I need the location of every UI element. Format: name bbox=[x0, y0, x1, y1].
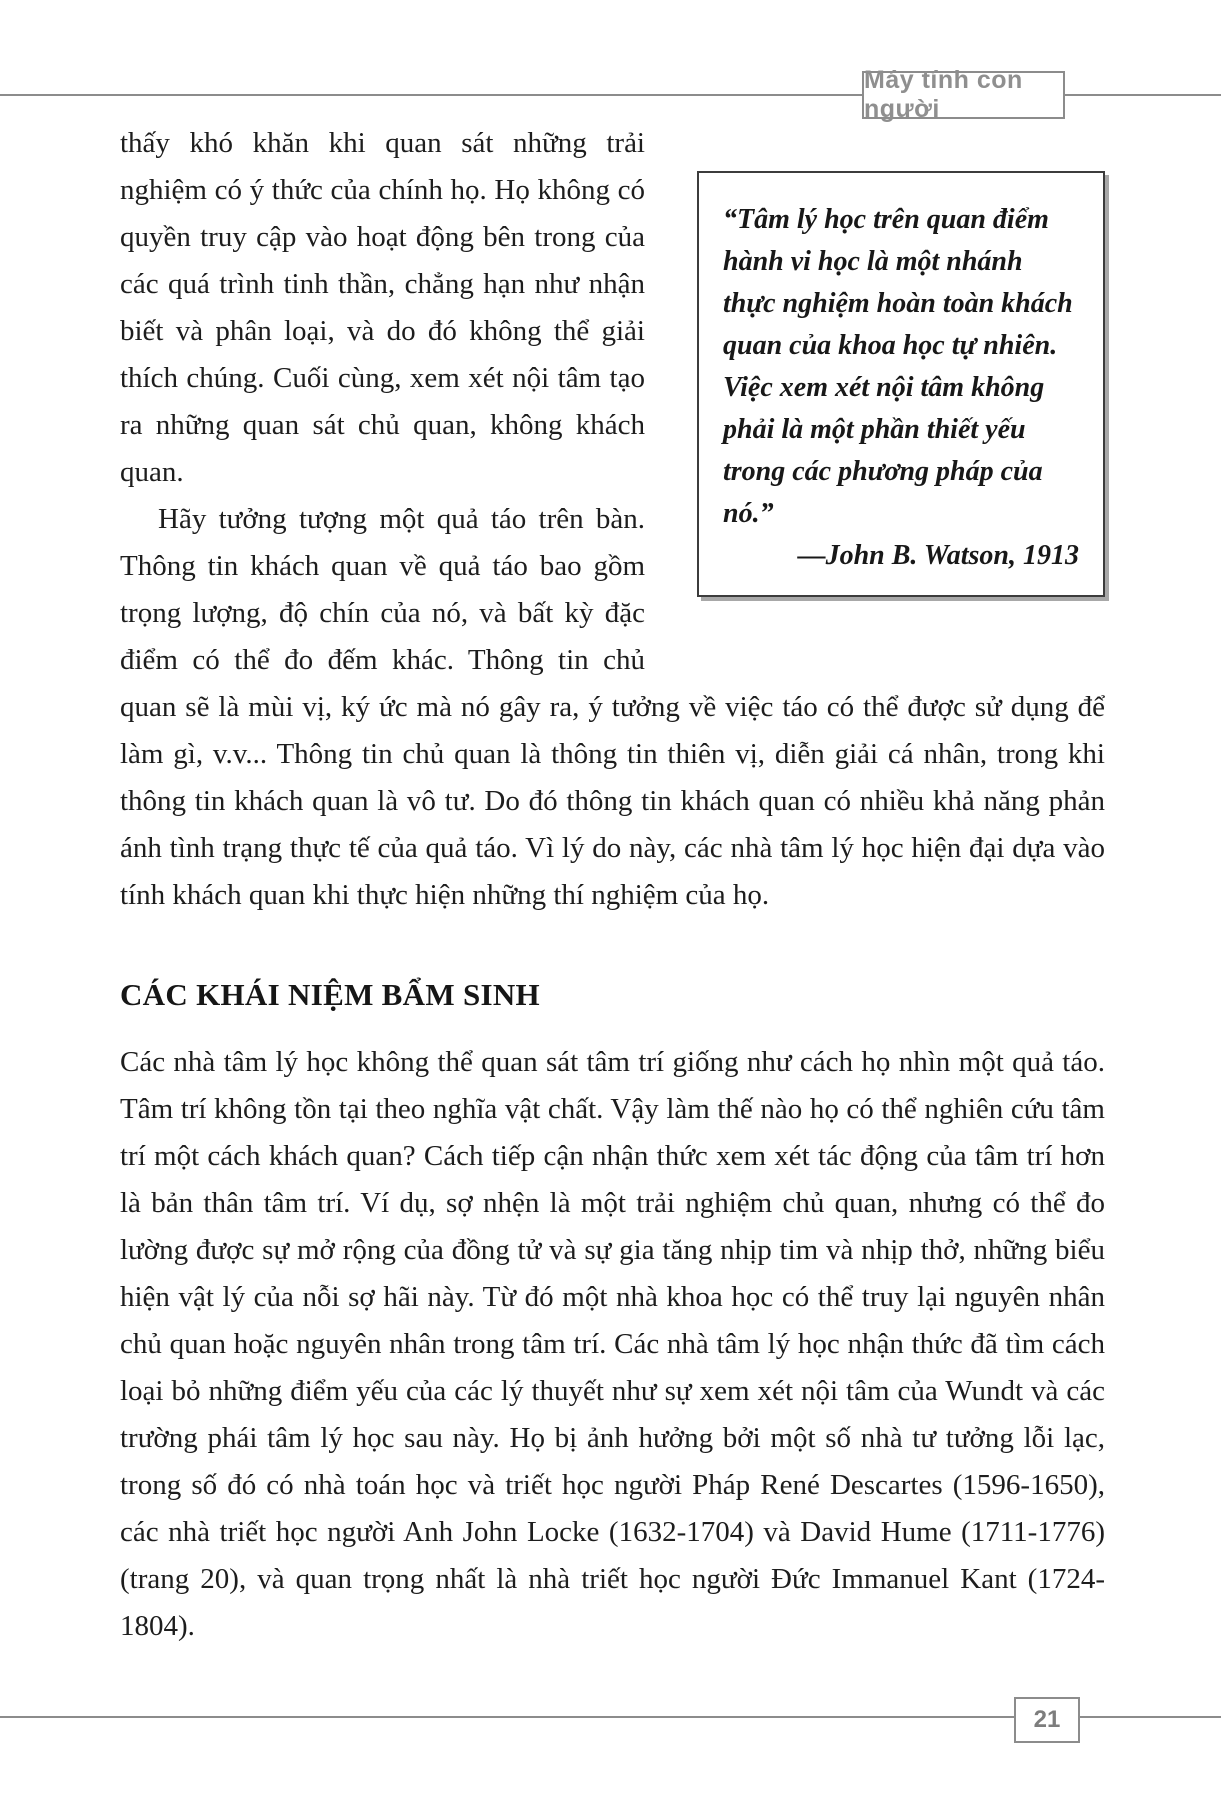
running-head-box bbox=[862, 66, 1065, 123]
body-paragraph-3: Các nhà tâm lý học không thể quan sát tâm trí giống như cách họ nhìn một quả táo. Tâm trí không tồn tại theo nghĩa vật chất. Vậy làm thế nào họ có thể nghiên cứu tâm trí một cách khách quan? Cách tiếp cận nhận thức xem xét tác động của tâm trí hơn là bản thân tâm trí. Ví dụ, sợ nhện là một trải nghiệm chủ quan, nhưng có thể đo lường được sự mở rộng của đồng tử và sự gia tăng nhịp tim và nhịp thở, những biểu hiện vật lý của nỗi sợ hãi này. Từ đó một nhà khoa học có thể truy lại nguyên nhân chủ quan hoặc nguyên nhân trong tâm trí. Các nhà tâm lý học nhận thức đã tìm cách loại bỏ những điểm yếu của các lý thuyết như sự xem xét nội tâm của Wundt và các trường phái tâm lý học sau này. Họ bị ảnh hưởng bởi một số nhà tư tưởng lỗi lạc, trong số đó có nhà toán học và triết học người Pháp René Descartes (1596-1650), các nhà triết học người Anh John Locke (1632-1704) và David Hume (1711-1776) (trang 20), và quan trọng nhất là nhà triết học người Đức Immanuel Kant (1724-1804). bbox=[120, 1046, 1105, 1642]
page-content bbox=[120, 120, 1105, 1650]
body-paragraph-2: Hãy tưởng tượng một quả táo trên bàn. Thông tin khách quan về quả táo bao gồm trọng lượng, độ chín của nó, và bất kỳ đặc điểm có thể đo đếm khác. Thông tin chủ quan sẽ là mùi vị, ký ức mà nó gây ra, ý tưởng về việc táo có thể được sử dụng để làm gì, v.v... Thông tin chủ quan là thông tin thiên vị, diễn giải cá nhân, trong khi thông tin khách quan là vô tư. Do đó thông tin khách quan có nhiều khả năng phản ánh tình trạng thực tế của quả táo. Vì lý do này, các nhà tâm lý học hiện đại dựa vào tính khách quan khi thực hiện những thí nghiệm của họ. bbox=[120, 503, 1105, 911]
pull-quote-attribution: —John B. Watson, 1913 bbox=[797, 540, 1079, 571]
section-heading: CÁC KHÁI NIỆM BẨM SINH bbox=[120, 977, 540, 1012]
page-number: 21 bbox=[1033, 1706, 1061, 1733]
running-head-label: Máy tính con người bbox=[864, 66, 1023, 123]
body-paragraph-1: thấy khó khăn khi quan sát những trải nghiệm có ý thức của chính họ. Họ không có quyền truy cập vào hoạt động bên trong của các quá trình tinh thần, chẳng hạn như nhận biết và phân loại, và do đó không thể giải thích chúng. Cuối cùng, xem xét nội tâm tạo ra những quan sát chủ quan, không khách quan. bbox=[120, 127, 645, 488]
pull-quote-box bbox=[697, 171, 1105, 597]
pull-quote-text: “Tâm lý học trên quan điểm hành vi học là một nhánh thực nghiệm hoàn toàn khách quan của khoa học tự nhiên. Việc xem xét nội tâm không phải là một phần thiết yếu trong các phương pháp của nó.” bbox=[723, 204, 1073, 529]
page-number-box bbox=[1014, 1697, 1080, 1743]
